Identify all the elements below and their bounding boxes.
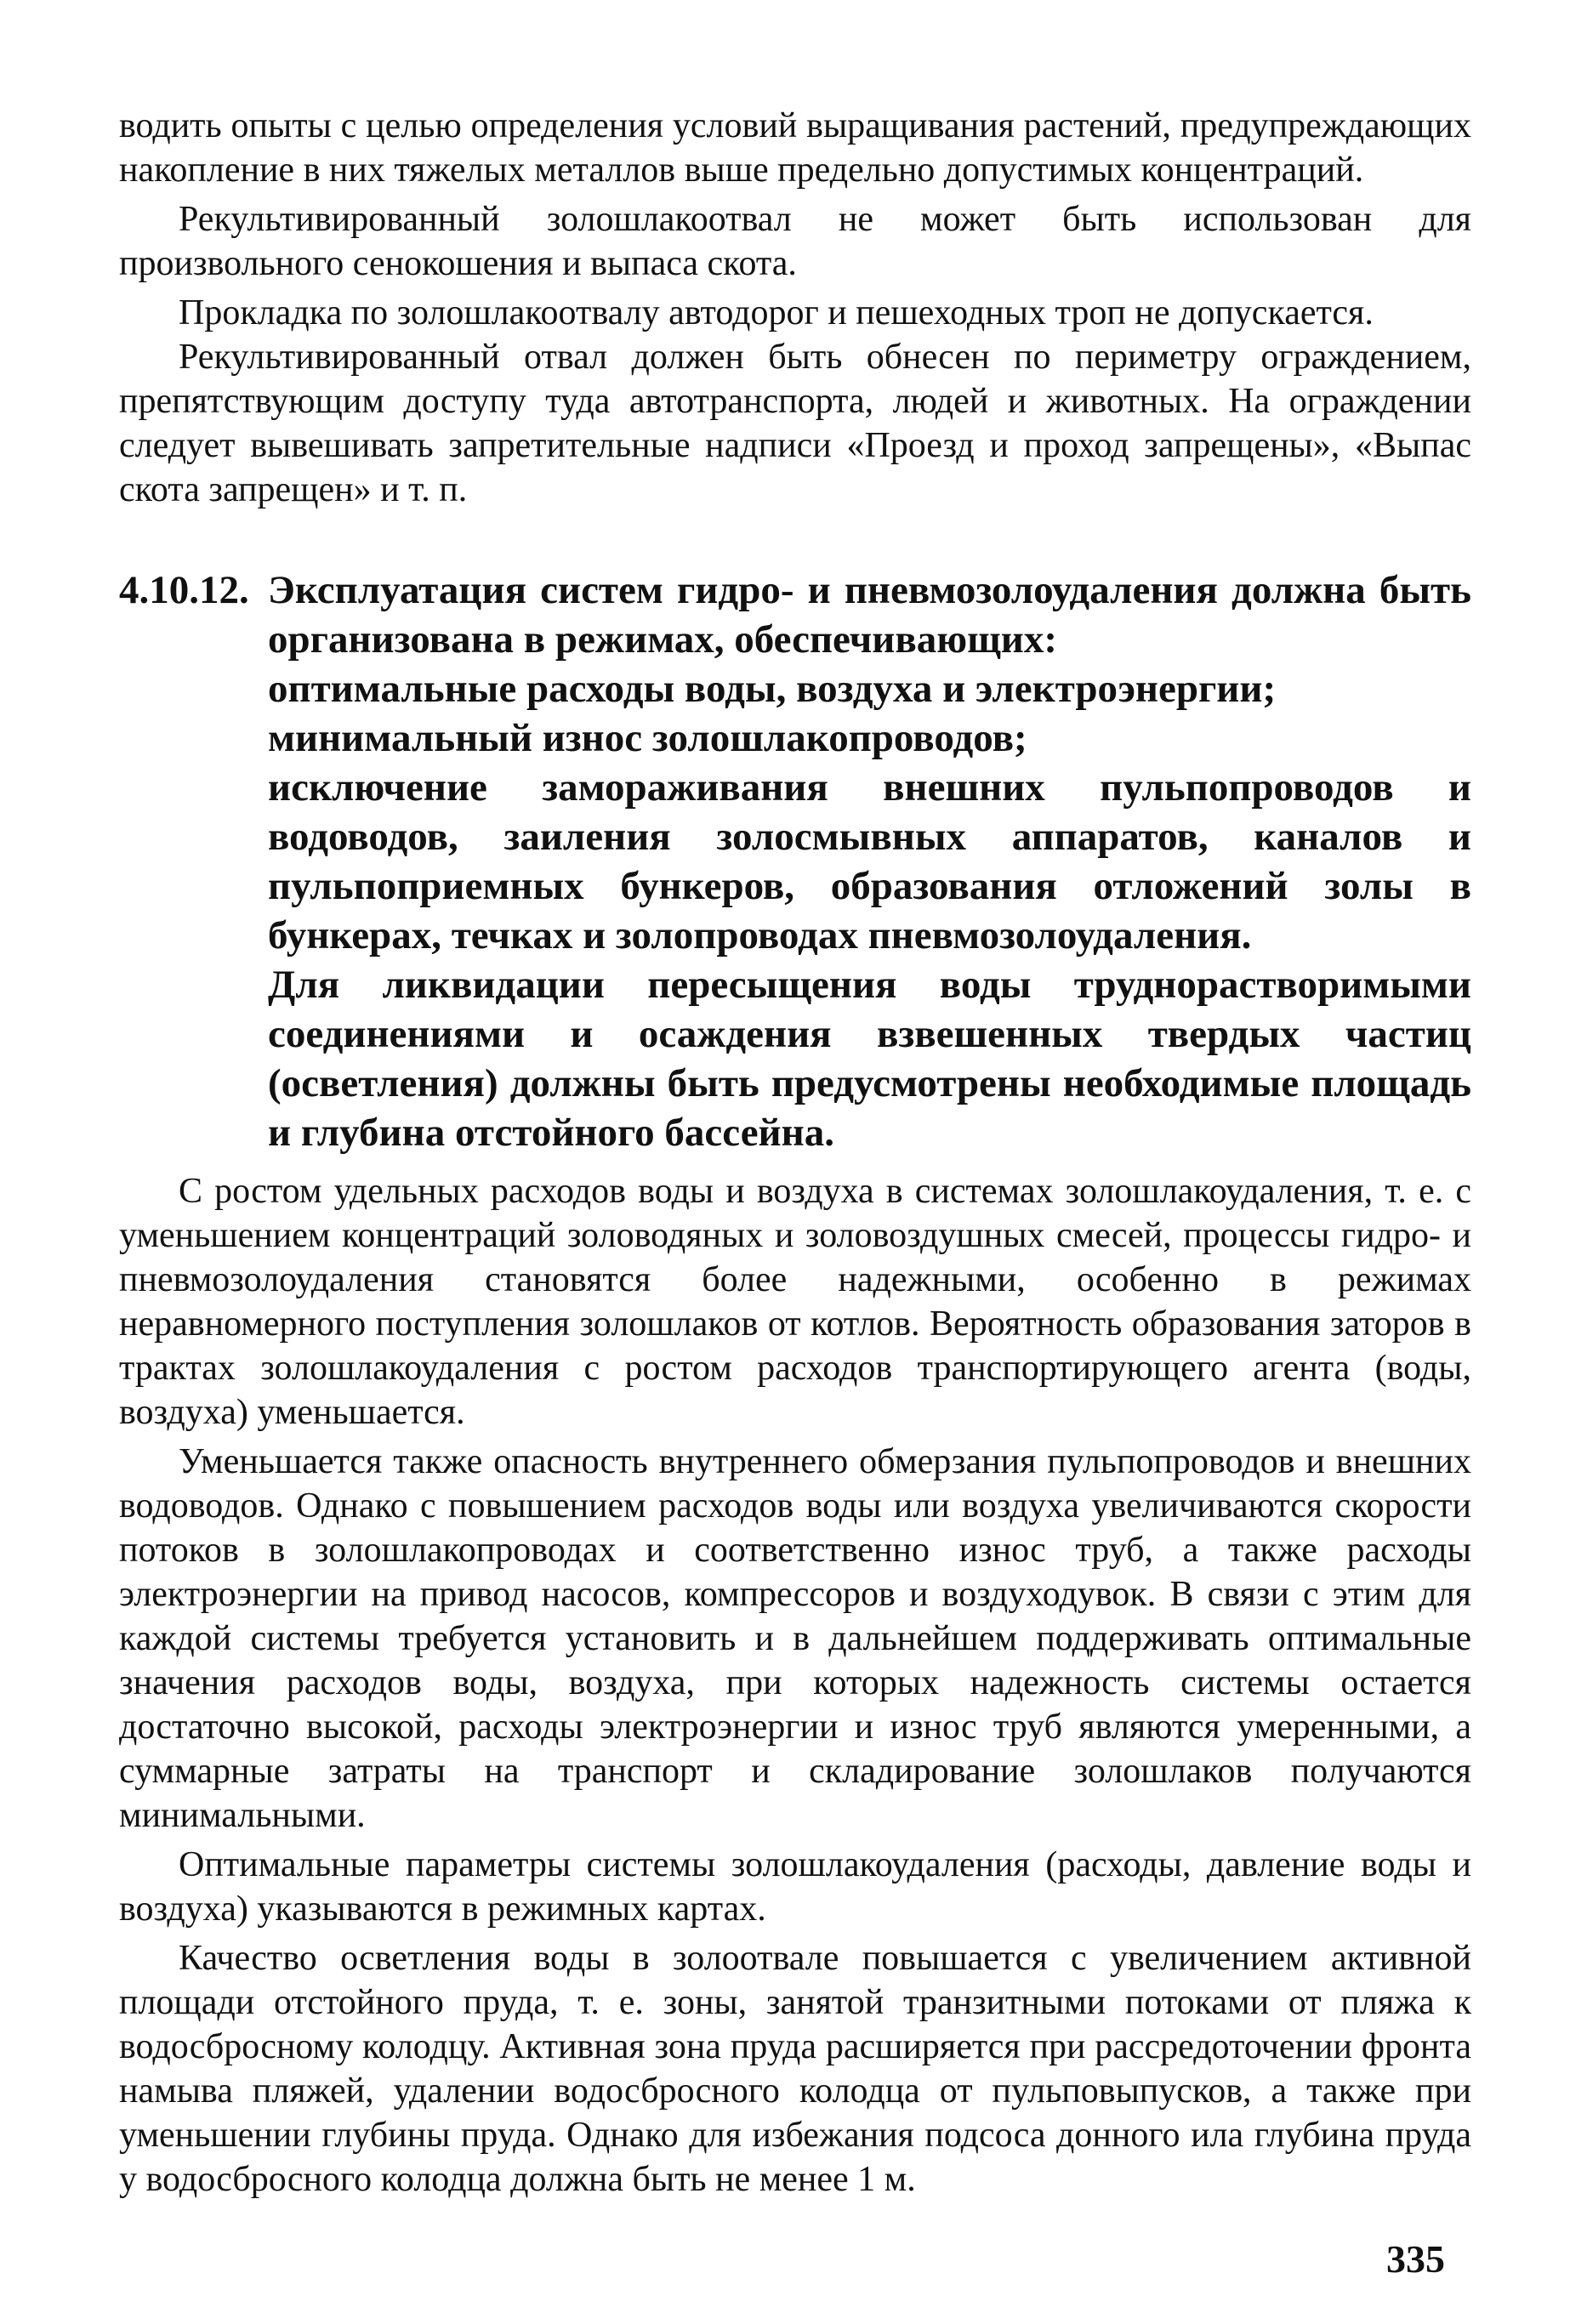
paragraph: Рекультивированный отвал должен быть обнесен по периметру ограждением, препятствующим доступу туда автотранспорта, людей и животных. На ограждении следует вывешивать запретительные надписи «Проезд и проход запрещены», «Выпас скота запрещен» и т. п.	[119, 338, 1471, 509]
paragraph: Качество осветления воды в золоотвале повышается с увеличением активной площади отстойного пруда, т. е. зоны, занятой транзитными потоками от пляжа к водосбросному колодцу. Активная зона пруда расширяется при рассредоточении фронта намыва пляжей, удалении водосбросного колодца от пульповыпусков, а также при уменьшении глубины пруда. Однако для избежания подсоса донного ила глубина пруда у водосбросного колодца должна быть не менее 1 м.	[119, 1939, 1471, 2199]
clause-number: 4.10.12.	[119, 568, 249, 612]
clause-line: минимальный износ золошлакопроводов;	[268, 716, 1027, 760]
clause-line: исключение замораживания внешних пульпопроводов и водоводов, заиления золосмывных аппаратов, каналов и пульпоприемных бункеров, образования отложений золы в бункерах, течках и золопроводах пневмозолоудаления.	[268, 765, 1471, 957]
clause-line: Эксплуатация систем гидро- и пневмозолоудаления должна быть организована в режимах, обеспечивающих:	[268, 568, 1471, 662]
paragraph: С ростом удельных расходов воды и воздуха в системах золошлакоудаления, т. е. с уменьшением концентраций золоводяных и золовоздушных смесей, процессы гидро- и пневмозолоудаления становятся более надежными, особенно в режимах неравномерного поступления золошлаков от котлов. Вероятность образования заторов в трактах золошлакоудаления с ростом расходов транспортирующего агента (воды, воздуха) уменьшается.	[119, 1172, 1471, 1432]
clause-body	[268, 565, 1471, 1157]
clause-4-10-12	[119, 565, 1471, 1157]
bottom-text-block	[119, 1169, 1471, 2202]
paragraph: Оптимальные параметры системы золошлакоудаления (расходы, давление воды и воздуха) указываются в режимных картах.	[119, 1845, 1471, 1929]
top-text-block	[119, 104, 1471, 512]
paragraph: Уменьшается также опасность внутреннего обмерзания пульпопроводов и внешних водоводов. Однако с повышением расходов воды или воздуха увеличиваются скорости потоков в золошлакопроводах и соответственно износ труб, а также расходы электроэнергии на привод насосов, компрессоров и воздуходувок. В связи с этим для каждой системы требуется установить и в дальнейшем поддерживать оптимальные значения расходов воды, воздуха, при которых надежность системы остается достаточно высокой, расходы электроэнергии и износ труб являются умеренными, а суммарные затраты на транспорт и складирование золошлаков получаются минимальными.	[119, 1442, 1471, 1835]
paragraph: Прокладка по золошлакоотвалу автодорог и пешеходных троп не допускается.	[179, 293, 1374, 332]
paragraph: водить опыты с целью определения условий выращивания растений, предупреждающих накопление в них тяжелых металлов выше предельно допустимых концентраций.	[119, 106, 1471, 190]
clause-line: Для ликвидации пересыщения воды труднорастворимыми соединениями и осаждения взвешенных твердых частиц (осветления) должны быть предусмотрены необходимые площадь и глубина отстойного бассейна.	[268, 963, 1471, 1155]
page-number: 335	[1386, 2237, 1445, 2281]
clause-line: оптимальные расходы воды, воздуха и электроэнергии;	[268, 667, 1277, 711]
paragraph: Рекультивированный золошлакоотвал не может быть использован для произвольного сенокошения и выпаса скота.	[119, 200, 1471, 283]
